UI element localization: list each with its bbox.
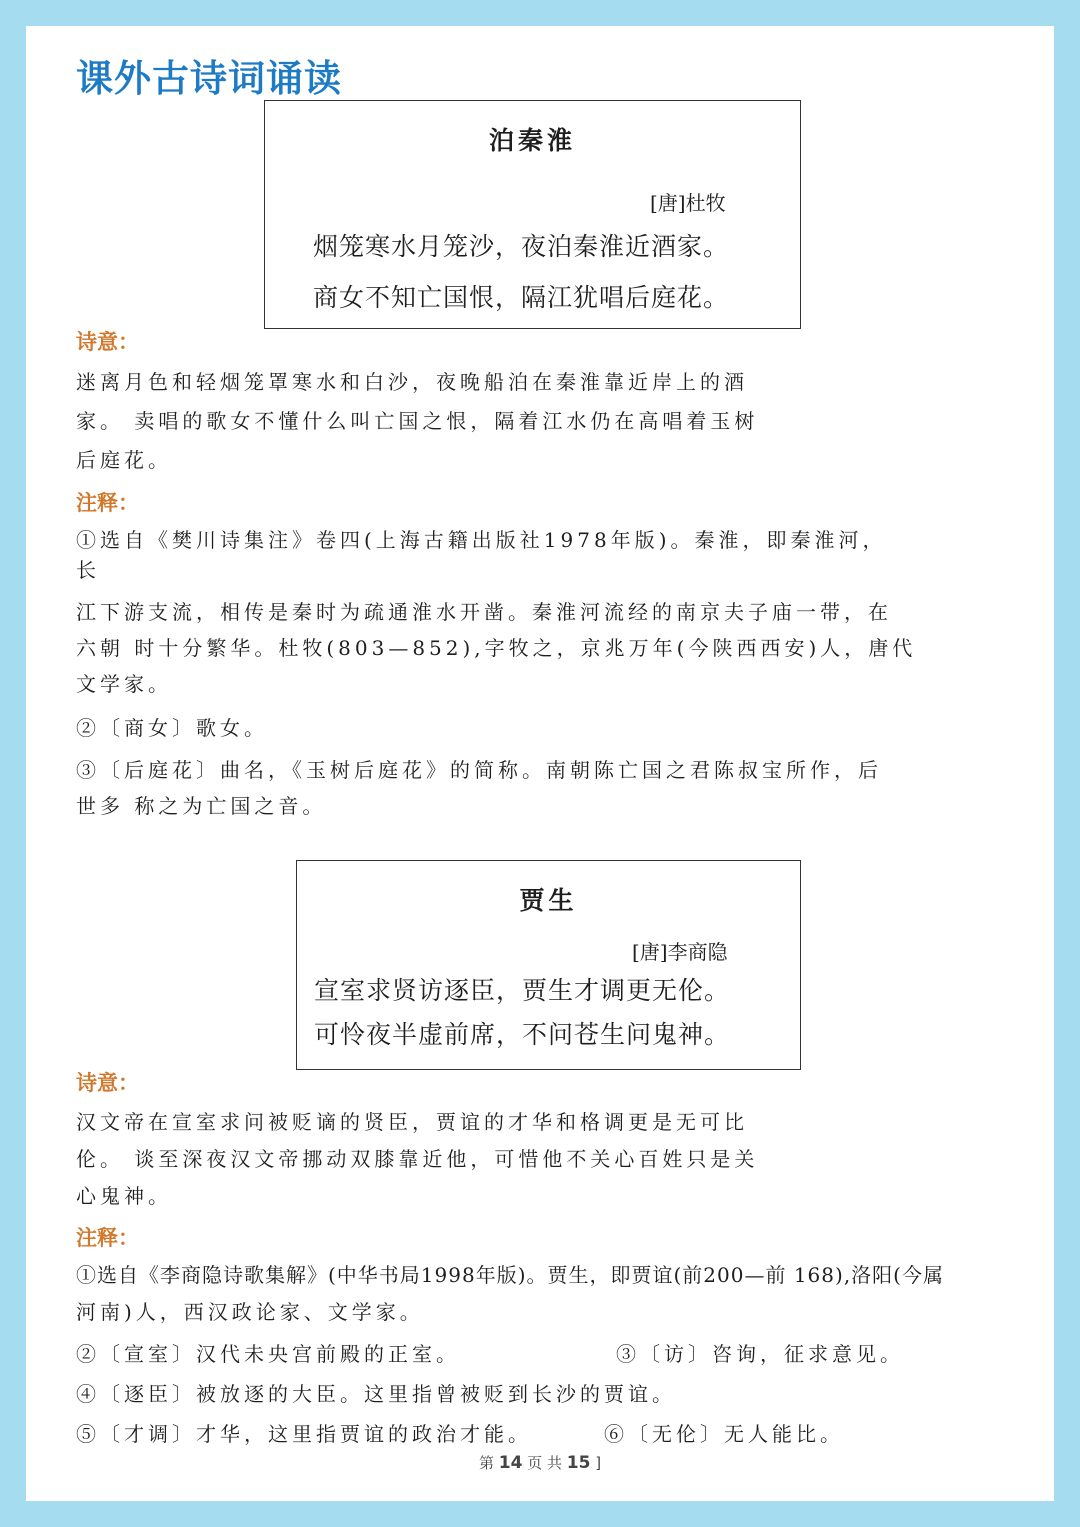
note-line: 江下游支流，相传是秦时为疏通淮水开凿。秦淮河流经的南京夫子庙一带，在 — [76, 600, 892, 624]
page-footer — [26, 1452, 1054, 1473]
note-line: ③〔后庭花〕曲名，《玉树后庭花》的简称。南朝陈亡国之君陈叔宝所作，后 — [76, 758, 882, 782]
poem-box-jia-sheng — [296, 860, 801, 1070]
document-page — [26, 26, 1054, 1501]
note-line: 文学家。 — [76, 672, 172, 696]
note-line: 六朝 时十分繁华。杜牧(803—852),字牧之，京兆万年(今陕西西安)人，唐代 — [76, 636, 917, 660]
poem-title: 贾生 — [519, 886, 578, 915]
note-line: ④〔逐臣〕被放逐的大臣。这里指曾被贬到长沙的贾谊。 — [76, 1382, 676, 1406]
current-page-number: 14 — [498, 1453, 523, 1473]
note-line: ③〔访〕咨询，征求意见。 — [616, 1342, 904, 1366]
footer-suffix: ] — [595, 1454, 602, 1472]
notes-heading: 注释： — [76, 1226, 139, 1250]
meaning-line: 汉文帝在宣室求问被贬谪的贤臣，贾谊的才华和格调更是无可比 — [76, 1110, 748, 1134]
footer-middle: 页 共 — [527, 1454, 562, 1472]
note-line: ①选自《樊川诗集注》卷四(上海古籍出版社1978年版)。秦淮，即秦淮河， — [76, 528, 887, 552]
notes-heading: 注释： — [76, 491, 139, 515]
note-line: ①选自《李商隐诗歌集解》(中华书局1998年版)。贾生，即贾谊(前200—前 168),洛阳(今属 — [76, 1263, 944, 1287]
poem-line: 可怜夜半虚前席，不问苍生问鬼神。 — [314, 1020, 731, 1049]
note-line: 长 — [76, 558, 100, 582]
poem-author: [唐]杜牧 — [650, 191, 726, 215]
note-line: ②〔商女〕歌女。 — [76, 716, 268, 740]
document-title: 课外古诗词诵读 — [76, 57, 342, 100]
poem-line: 烟笼寒水月笼沙，夜泊秦淮近酒家。 — [313, 232, 730, 261]
total-page-number: 15 — [566, 1453, 591, 1473]
meaning-heading: 诗意： — [76, 330, 139, 354]
note-line: ⑤〔才调〕才华，这里指贾谊的政治才能。 — [76, 1422, 532, 1446]
note-line: 世多 称之为亡国之音。 — [76, 794, 327, 818]
poem-title: 泊秦淮 — [488, 126, 576, 155]
note-line: 河南)人，西汉政论家、文学家。 — [76, 1300, 424, 1324]
poem-line: 宣室求贤访逐臣，贾生才调更无伦。 — [314, 976, 731, 1005]
meaning-line: 伦。 谈至深夜汉文帝挪动双膝靠近他，可惜他不关心百姓只是关 — [76, 1147, 759, 1171]
note-line: ⑥〔无伦〕无人能比。 — [604, 1422, 844, 1446]
footer-prefix: 第 — [478, 1454, 494, 1472]
note-line: ②〔宣室〕汉代未央宫前殿的正室。 — [76, 1342, 460, 1366]
meaning-line: 心鬼神。 — [76, 1184, 172, 1208]
meaning-line: 家。 卖唱的歌女不懂什么叫亡国之恨，隔着江水仍在高唱着玉树 — [76, 409, 759, 433]
meaning-heading: 诗意： — [76, 1071, 139, 1095]
poem-line: 商女不知亡国恨，隔江犹唱后庭花。 — [313, 283, 730, 312]
meaning-line: 后庭花。 — [76, 448, 172, 472]
poem-box-bo-qin-huai — [264, 100, 801, 329]
poem-author: [唐]李商隐 — [632, 940, 728, 964]
meaning-line: 迷离月色和轻烟笼罩寒水和白沙，夜晚船泊在秦淮靠近岸上的酒 — [76, 370, 748, 394]
